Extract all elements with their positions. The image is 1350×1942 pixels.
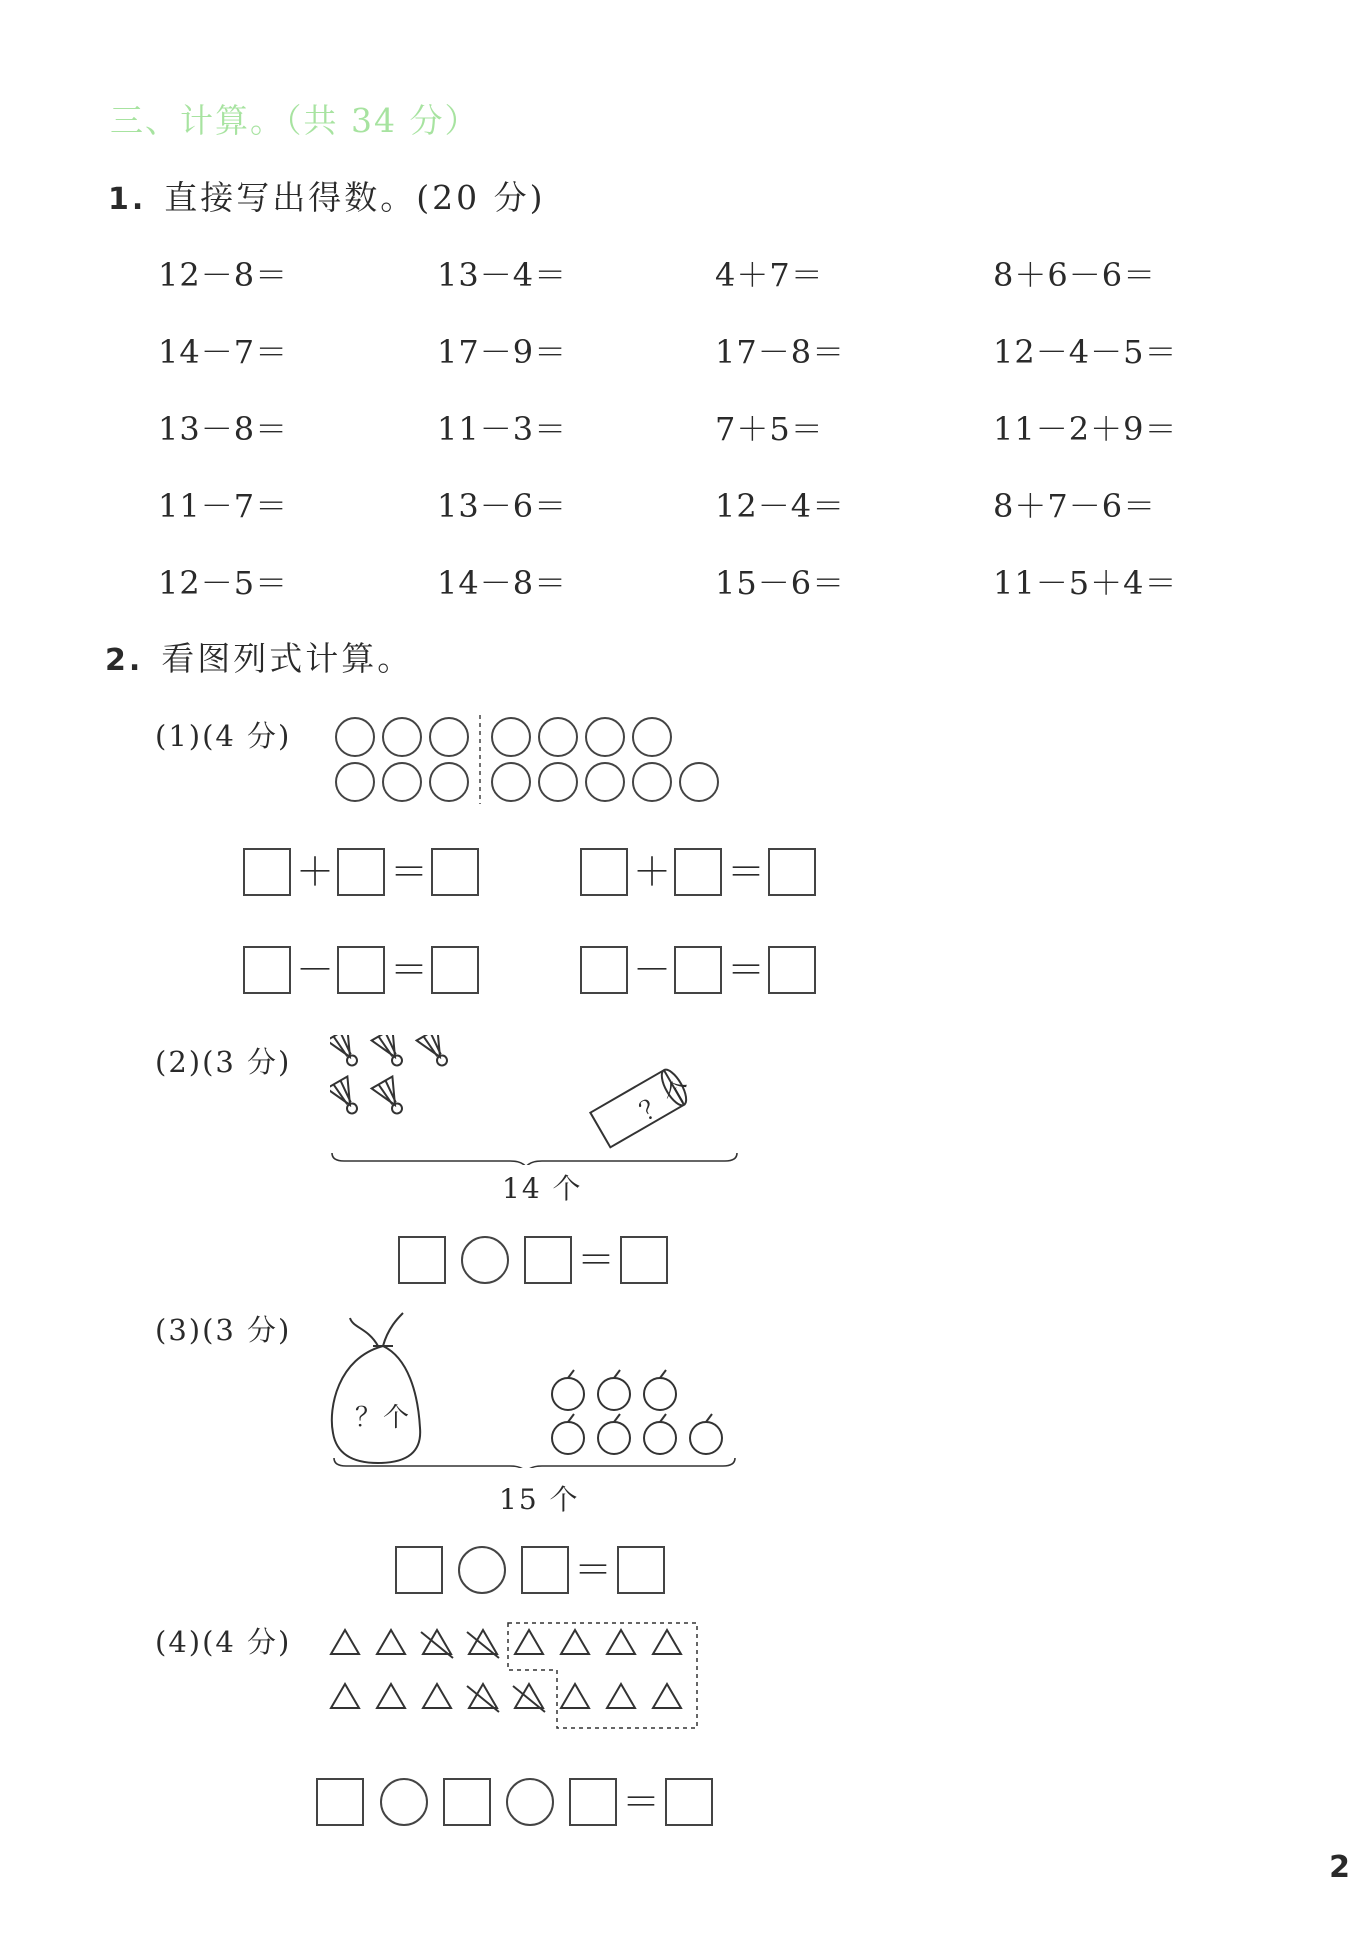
- answer-box[interactable]: [524, 1236, 572, 1284]
- calc-item: 12－4－5＝: [993, 333, 1178, 371]
- equals-sign: ＝: [390, 948, 429, 992]
- operator-circle[interactable]: [461, 1236, 509, 1284]
- equals-sign: ＝: [727, 948, 766, 992]
- answer-box[interactable]: [665, 1778, 713, 1826]
- question-2-title: [105, 633, 413, 680]
- answer-box[interactable]: [674, 946, 722, 994]
- circles-figure: [330, 712, 730, 804]
- answer-box[interactable]: [768, 848, 816, 896]
- bag-apples-figure: [328, 1308, 738, 1468]
- part-2-total: 14 个: [502, 1172, 583, 1205]
- answer-box[interactable]: [768, 946, 816, 994]
- minus-sign: －: [633, 948, 672, 992]
- calc-item: 12－8＝: [158, 256, 289, 294]
- question-1-text: 直接写出得数。(20 分): [164, 178, 546, 217]
- calc-item: 14－7＝: [158, 333, 289, 371]
- triangles-figure: [325, 1618, 705, 1733]
- equals-sign: ＝: [574, 1548, 613, 1592]
- section-title: 三、计算。（共 34 分）: [110, 101, 480, 140]
- question-1-number: 1.: [108, 182, 147, 217]
- apple-icon: [552, 1370, 722, 1454]
- shuttlecock-icon: [330, 1035, 455, 1119]
- operator-circle[interactable]: [506, 1778, 554, 1826]
- calc-item: 13－4＝: [437, 256, 568, 294]
- plus-sign: ＋: [633, 850, 672, 894]
- page-number: 2: [1329, 1850, 1350, 1885]
- answer-box[interactable]: [620, 1236, 668, 1284]
- calc-item: 17－8＝: [715, 333, 846, 371]
- part-4-label: (4)(4 分): [155, 1625, 292, 1659]
- calc-item: 8＋7－6＝: [993, 487, 1157, 525]
- answer-box[interactable]: [243, 946, 291, 994]
- answer-box[interactable]: [337, 848, 385, 896]
- answer-box[interactable]: [431, 946, 479, 994]
- question-1-title: [108, 172, 546, 219]
- answer-box[interactable]: [580, 946, 628, 994]
- question-2-text: 看图列式计算。: [161, 639, 414, 678]
- answer-box[interactable]: [569, 1778, 617, 1826]
- answer-box[interactable]: [443, 1778, 491, 1826]
- calc-item: 11－7＝: [158, 487, 289, 525]
- bag-icon: [332, 1313, 420, 1463]
- equals-sign: ＝: [727, 850, 766, 894]
- answer-box[interactable]: [337, 946, 385, 994]
- answer-box[interactable]: [316, 1778, 364, 1826]
- minus-sign: －: [296, 948, 335, 992]
- calc-item: 13－6＝: [437, 487, 568, 525]
- equals-sign: ＝: [390, 850, 429, 894]
- answer-box[interactable]: [398, 1236, 446, 1284]
- calc-item: 15－6＝: [715, 564, 846, 602]
- question-2-number: 2.: [105, 643, 144, 678]
- operator-circle[interactable]: [458, 1546, 506, 1594]
- part-3-label: (3)(3 分): [155, 1313, 292, 1347]
- answer-box[interactable]: [617, 1546, 665, 1594]
- equals-sign: ＝: [622, 1780, 661, 1824]
- answer-box[interactable]: [395, 1546, 443, 1594]
- calc-item: 13－8＝: [158, 410, 289, 448]
- calc-item: 12－5＝: [158, 564, 289, 602]
- calc-item: 4＋7＝: [715, 256, 824, 294]
- answer-box[interactable]: [521, 1546, 569, 1594]
- calc-item: 14－8＝: [437, 564, 568, 602]
- calc-item: 11－2＋9＝: [993, 410, 1178, 448]
- calc-item: 12－4＝: [715, 487, 846, 525]
- answer-box[interactable]: [580, 848, 628, 896]
- calc-item: 17－9＝: [437, 333, 568, 371]
- calc-item: 8＋6－6＝: [993, 256, 1157, 294]
- calc-item: 11－5＋4＝: [993, 564, 1178, 602]
- part-3-total: 15 个: [499, 1483, 580, 1516]
- answer-box[interactable]: [431, 848, 479, 896]
- operator-circle[interactable]: [380, 1778, 428, 1826]
- calc-item: 7＋5＝: [715, 410, 824, 448]
- calc-item: 11－3＝: [437, 410, 568, 448]
- bag-label: ？个: [355, 1403, 412, 1433]
- tube-label: ？个: [635, 1073, 699, 1128]
- equals-sign: ＝: [577, 1238, 616, 1282]
- answer-box[interactable]: [674, 848, 722, 896]
- plus-sign: ＋: [296, 850, 335, 894]
- answer-box[interactable]: [243, 848, 291, 896]
- part-1-label: (1)(4 分): [155, 719, 292, 753]
- part-2-label: (2)(3 分): [155, 1045, 292, 1079]
